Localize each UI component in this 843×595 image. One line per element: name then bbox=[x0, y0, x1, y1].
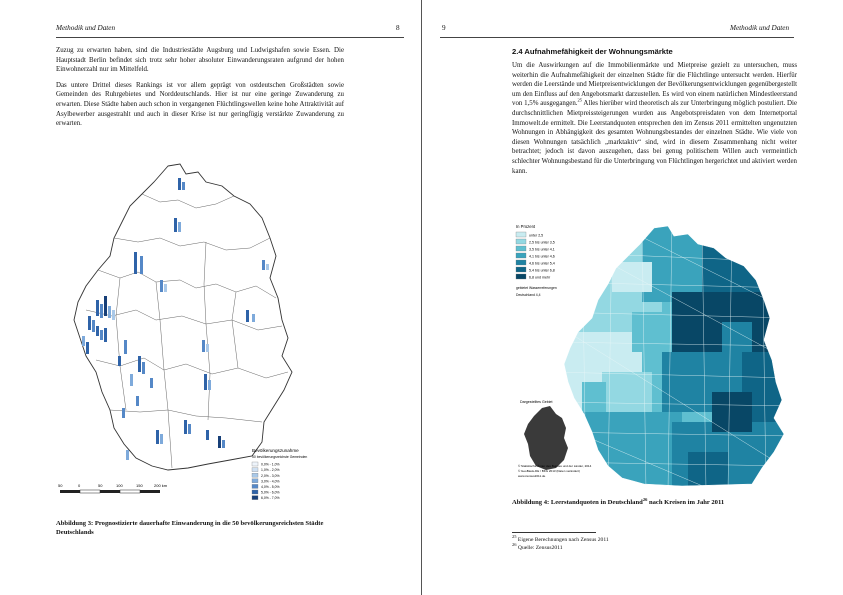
city-bar bbox=[118, 356, 121, 366]
city-bar bbox=[218, 436, 221, 448]
city-bar bbox=[86, 342, 89, 354]
right-page bbox=[422, 0, 843, 595]
left-page bbox=[0, 0, 421, 595]
legend-swatch bbox=[252, 468, 258, 472]
city-bar bbox=[184, 420, 187, 434]
city-bar bbox=[164, 284, 167, 292]
legend-note: Deutschland 4,4 bbox=[516, 293, 541, 297]
population-growth-map bbox=[56, 160, 342, 505]
city-bar bbox=[204, 374, 207, 390]
vacancy-rate-map bbox=[512, 222, 794, 490]
legend-label: 6,8 und mehr bbox=[529, 275, 551, 280]
scale-label: 150 bbox=[136, 483, 143, 488]
legend-heading: In Prozent bbox=[516, 224, 536, 229]
city-bar bbox=[100, 330, 103, 340]
vacancy-legend bbox=[516, 224, 557, 297]
left-body-text bbox=[56, 46, 344, 135]
city-bar bbox=[142, 362, 145, 374]
city-bar bbox=[160, 280, 163, 292]
map-legend bbox=[252, 448, 307, 500]
legend-swatch bbox=[516, 253, 526, 258]
city-bar bbox=[246, 310, 249, 322]
city-bar bbox=[134, 252, 137, 274]
legend-label: 4,6 bis unter 5,4 bbox=[529, 261, 555, 266]
left-header-title: Methodik und Daten bbox=[56, 24, 116, 32]
city-bar bbox=[182, 182, 185, 190]
legend-swatch bbox=[516, 246, 526, 251]
inset-label: Dargestelltes Gebiet bbox=[520, 400, 553, 404]
legend-label: unter 2,5 bbox=[529, 233, 544, 238]
footnotes bbox=[512, 536, 797, 552]
city-bar bbox=[96, 300, 99, 316]
city-bar bbox=[92, 320, 95, 332]
legend-swatch bbox=[252, 479, 258, 483]
svg-text:www.zensus2011.de: www.zensus2011.de bbox=[518, 474, 546, 478]
city-bar bbox=[122, 408, 125, 418]
city-bar bbox=[82, 336, 85, 346]
legend-label: 3,0% - 4,0% bbox=[261, 479, 280, 484]
right-figure-caption: Abbildung 4: Leerstandquoten in Deutschland$^{26}$ nach Kreisen im Jahr 2011 bbox=[512, 496, 725, 506]
legend-swatch bbox=[516, 274, 526, 279]
scale-label: 100 bbox=[116, 483, 123, 488]
city-bar bbox=[100, 304, 103, 318]
legend-swatch bbox=[516, 239, 526, 244]
left-header-rule bbox=[56, 37, 404, 38]
city-bar bbox=[130, 374, 133, 386]
footnote-item: $^{26}$ Quelle: Zensus2011 bbox=[512, 542, 563, 551]
scale-label: 50 bbox=[98, 483, 103, 488]
footnote-ref: 25 bbox=[577, 98, 583, 104]
right-header-rule bbox=[440, 37, 794, 38]
city-bar bbox=[208, 380, 211, 390]
scale-label: 0 bbox=[78, 483, 81, 488]
city-bar bbox=[188, 424, 191, 434]
legend-swatch bbox=[252, 490, 258, 494]
right-page-number: 9 bbox=[442, 24, 446, 32]
left-figure-caption: Abbildung 3: Prognostizierte dauerhafte Einwanderung in die 50 bevölkerungsreichsten Städte Deutschlands bbox=[56, 520, 324, 537]
legend-label: 1,0% - 2,0% bbox=[261, 468, 280, 473]
scale-bar bbox=[58, 483, 168, 493]
city-bar bbox=[174, 218, 177, 232]
legend-subtitle: 50 bevölkerungsreichste Gemeinden bbox=[252, 455, 308, 459]
city-bar bbox=[140, 256, 143, 274]
city-bar bbox=[266, 264, 269, 270]
legend-label: 4,0% - 5,0% bbox=[261, 485, 280, 489]
city-bar bbox=[126, 450, 129, 460]
section-heading: 2.4 Aufnahmefähigkeit der Wohnungsmärkte bbox=[512, 47, 673, 56]
legend-label: 3,5 bis unter 4,1 bbox=[529, 247, 555, 252]
legend-label: 0,0% - 1,0% bbox=[261, 462, 280, 467]
svg-text:© Statistische Ämter des Bunde: © Statistische Ämter des Bundes und der Länder, 2014 bbox=[518, 464, 592, 468]
legend-label: 2,5 bis unter 3,5 bbox=[529, 240, 555, 245]
legend-swatch bbox=[516, 232, 526, 237]
legend-swatch bbox=[252, 496, 258, 500]
legend-swatch bbox=[516, 267, 526, 272]
legend-label: 5,4 bis unter 6,8 bbox=[529, 268, 555, 273]
scale-label: 50 bbox=[58, 483, 63, 488]
legend-title: Bevölkerungszunahme bbox=[252, 448, 299, 453]
right-paragraph-1: Um die Auswirkungen auf die Immobilienmärkte und Mietpreise gezielt zu untersuchen, muss weiterhin die Aufnahmefähigkeit der einzelnen Städte für die Flüchtlinge untersucht werden. Hierfür werden die Leerstände und Mietpreisentwicklungen der Bevölkerungsentwicklungen gegenübergestellt um den Einfluss auf den Angebotsmarkt darzustellen. Es wird von einem natürlichen Mindestleerstand von 1,5% ausgegangen.$^{25}$ Alles hierüber wird theoretisch als zur Unterbringung möglich postuliert. Die durchschnittlichen Mietpreissteigerungen wurden aus Angebotspreisdaten von dem Internetportal Immowelt.de ermittelt. Die Leerstandquoten entsprechen den im Zensus 2011 ermittelten ungenutzten Wohnungen in Abhängigkeit des gesamten Wohnungsbestandes der einzelnen Städte. Wie viele von diesen Wohnungen tatsächlich „marktaktiv“ sind, wird in diesem Zusammenhang nicht weiter betrachtet; jedoch ist davon auszugehen, dass bei genug politischem Willen auch vermeintlich schlechter Wohnungsbestand für die Unterbringung von Flüchtlingen hergerichtet und aktiviert werden kann. bbox=[512, 62, 798, 175]
legend-label: 4,1 bis unter 4,6 bbox=[529, 254, 555, 259]
choropleth-regions bbox=[552, 222, 792, 490]
left-paragraph-1: Zuzug zu erwarten haben, sind die Industriestädte Augsburg und Ludwigshafen sowie Essen. Die Hauptstadt Berlin befindet sich trotz sehr hoher absoluter Einwanderungsraten aufgrund der hohen Einwohnerzahl nur im Mittelfeld. bbox=[56, 47, 344, 74]
city-bar bbox=[178, 222, 181, 232]
city-bar bbox=[124, 340, 127, 354]
legend-swatch bbox=[252, 462, 258, 466]
legend-swatch bbox=[252, 473, 258, 477]
left-paragraph-2: Das untere Drittel dieses Rankings ist vor allem geprägt von ostdeutschen Großstädten sowie Gemeinden des Ruhrgebietes und Norddeutschlands. Hier ist nur eine geringe Zuwanderung zu erwarten. Diese Städte haben auch schon in vergangenen Flüchtlingswellen keine hohe Attraktivität auf Asylbewerber ausgestrahlt und auch in dieser Krise ist nur geringfügig verstärkte Zuwanderung zu erwarten. bbox=[56, 81, 344, 128]
city-bar bbox=[104, 296, 107, 316]
footnote-rule bbox=[512, 532, 596, 533]
legend-swatch bbox=[252, 484, 258, 488]
city-bar bbox=[252, 314, 255, 322]
city-bar bbox=[156, 430, 159, 444]
city-bar bbox=[202, 340, 205, 352]
city-bar bbox=[88, 316, 91, 330]
footnote-item: $^{25}$ Eigene Berechnungen nach Zensus 2011 bbox=[512, 534, 609, 543]
source-lines bbox=[518, 464, 592, 478]
city-bar bbox=[108, 306, 111, 318]
city-bar bbox=[112, 310, 115, 320]
left-page-number: 8 bbox=[396, 24, 400, 32]
right-body-text bbox=[512, 61, 797, 182]
city-bar bbox=[160, 434, 163, 444]
right-header-title: Methodik und Daten bbox=[730, 24, 790, 32]
legend-swatch bbox=[516, 260, 526, 265]
city-bar bbox=[138, 356, 141, 372]
city-bar bbox=[222, 440, 225, 448]
scale-label: 200 km bbox=[154, 483, 168, 488]
inset-map bbox=[520, 400, 568, 470]
legend-label: 2,0% - 3,0% bbox=[261, 473, 280, 478]
city-bar bbox=[104, 328, 107, 342]
city-bar bbox=[150, 378, 153, 388]
legend-label: 5,0% - 6,0% bbox=[261, 490, 280, 495]
city-bar bbox=[262, 260, 265, 270]
legend-note: gebietet Wasserreferungen bbox=[516, 286, 557, 290]
svg-text:© GeoBasis-DE / BKG 2013 (Date: © GeoBasis-DE / BKG 2013 (Daten verändert) bbox=[518, 469, 580, 473]
city-bar bbox=[136, 396, 139, 406]
legend-label: 6,0% - 7,0% bbox=[261, 496, 280, 501]
city-bar bbox=[178, 178, 181, 190]
city-bar bbox=[206, 344, 209, 352]
city-bar bbox=[206, 430, 209, 440]
city-bar bbox=[96, 326, 99, 336]
